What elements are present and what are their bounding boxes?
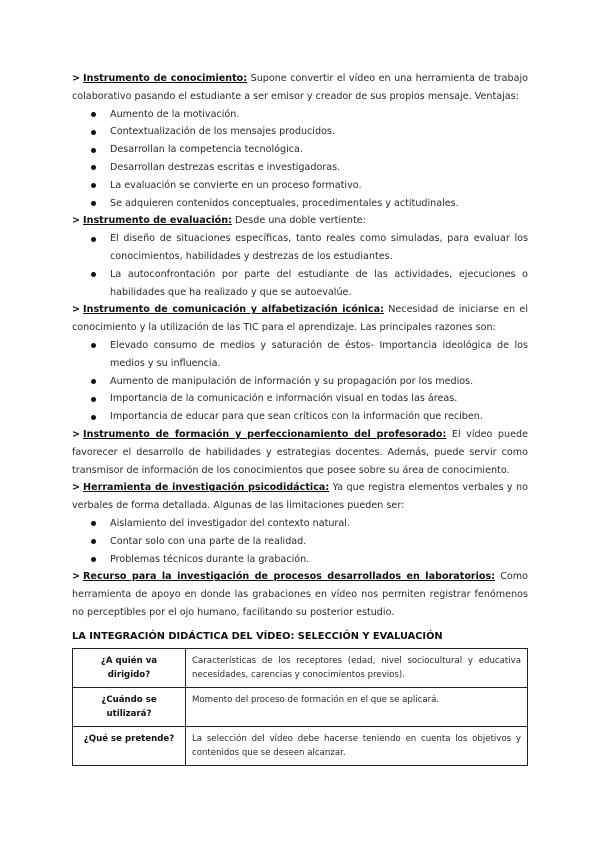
table-question-cell: ¿A quién va dirigido? <box>73 648 186 687</box>
heading-investigacion: Herramienta de investigación psicodidáctica: <box>83 482 330 494</box>
evaluation-table <box>72 648 528 766</box>
heading-comunicacion: Instrumento de comunicación y alfabetización icónica: <box>83 304 384 316</box>
paragraph-text: Necesidad de iniciarse en el conocimiento y la utilización de las TIC para el aprendizaje. Las principales razones son: <box>72 304 528 334</box>
paragraph-text: Ya que registra elementos verbales y no verbales de forma detallada. Algunas de las limitaciones pueden ser: <box>72 482 528 512</box>
bullet-list-ventajas <box>72 106 528 213</box>
table-row <box>73 648 528 687</box>
bullet-list-evaluacion <box>72 230 528 301</box>
heading-laboratorios: Recurso para la investigación de procesos desarrollados en laboratorios: <box>83 571 496 583</box>
arrow-marker: > <box>72 428 81 440</box>
list-item: Problemas técnicos durante la grabación. <box>110 551 528 569</box>
document-page <box>72 70 528 766</box>
list-item: El diseño de situaciones específicas, tanto reales como simuladas, para evaluar los conocimientos, habilidades y destrezas de los estudiantes. <box>110 230 528 266</box>
list-item: Elevado consumo de medios y saturación de éstos- Importancia ideológica de los medios y su influencia. <box>110 337 528 373</box>
list-item: Contextualización de los mensajes producidos. <box>110 123 528 141</box>
heading-conocimiento: Instrumento de conocimiento: <box>83 73 248 84</box>
paragraph-comunicacion <box>72 301 528 337</box>
paragraph-text: El vídeo puede favorecer el desarrollo de habilidades y estrategias docentes. Además, puede servir como transmisor de información de los conocimientos que posee sobre su área de conocimiento. <box>72 428 528 476</box>
arrow-marker: > <box>72 73 81 84</box>
list-item: La evaluación se convierte en un proceso formativo. <box>110 177 528 195</box>
bullet-list-razones <box>72 337 528 426</box>
paragraph-laboratorios <box>72 568 528 621</box>
list-item: La autoconfrontación por parte del estudiante de las actividades, ejecuciones o habilidades que ha realizado y que se autoevalúe. <box>110 266 528 302</box>
paragraph-text: Desde una doble vertiente: <box>231 215 366 227</box>
heading-evaluacion: Instrumento de evaluación: <box>83 215 232 227</box>
list-item: Desarrollan la competencia tecnológica. <box>110 141 528 159</box>
arrow-marker: > <box>72 304 81 316</box>
list-item: Aumento de la motivación. <box>110 106 528 124</box>
list-item: Importancia de la comunicación e información visual en todas las áreas. <box>110 390 528 408</box>
table-question-cell: ¿Cuándo se utilizará? <box>73 687 186 726</box>
table-answer-cell: Características de los receptores (edad, nivel sociocultural y educativa necesidades, carencias y conocimientos previos). <box>186 648 528 687</box>
table-answer-cell: Momento del proceso de formación en el que se aplicará. <box>186 687 528 726</box>
list-item: Importancia de educar para que sean críticos con la información que reciben. <box>110 408 528 426</box>
paragraph-text: Como herramienta de apoyo en donde las grabaciones en vídeo nos permiten registrar fenómenos no perceptibles por el ojo humano, facilitando su posterior estudio. <box>72 571 528 618</box>
arrow-marker: > <box>72 482 81 494</box>
paragraph-formacion <box>72 426 528 479</box>
table-question-cell: ¿Qué se pretende? <box>73 726 186 765</box>
list-item: Se adquieren contenidos conceptuales, procedimentales y actitudinales. <box>110 195 528 213</box>
list-item: Contar solo con una parte de la realidad. <box>110 533 528 551</box>
heading-formacion: Instrumento de formación y perfeccionamiento del profesorado: <box>83 428 447 440</box>
list-item: Aislamiento del investigador del contexto natural. <box>110 515 528 533</box>
arrow-marker: > <box>72 571 81 583</box>
list-item: Aumento de manipulación de información y su propagación por los medios. <box>110 373 528 391</box>
table-row <box>73 726 528 765</box>
list-item: Desarrollan destrezas escritas e investigadoras. <box>110 159 528 177</box>
paragraph-conocimiento <box>72 70 528 106</box>
paragraph-evaluacion <box>72 212 528 230</box>
arrow-marker: > <box>72 215 81 227</box>
bullet-list-limitaciones <box>72 515 528 568</box>
section-title: LA INTEGRACIÓN DIDÁCTICA DEL VÍDEO: SELECCIÓN Y EVALUACIÓN <box>72 630 443 642</box>
paragraph-investigacion <box>72 479 528 515</box>
paragraph-text: Supone convertir el vídeo en una herramienta de trabajo colaborativo pasando el estudiante a ser emisor y creador de sus propios mensaje. Ventajas: <box>72 73 528 102</box>
table-answer-cell: La selección del vídeo debe hacerse teniendo en cuenta los objetivos y contenidos que se deseen alcanzar. <box>186 726 528 765</box>
table-row <box>73 687 528 726</box>
